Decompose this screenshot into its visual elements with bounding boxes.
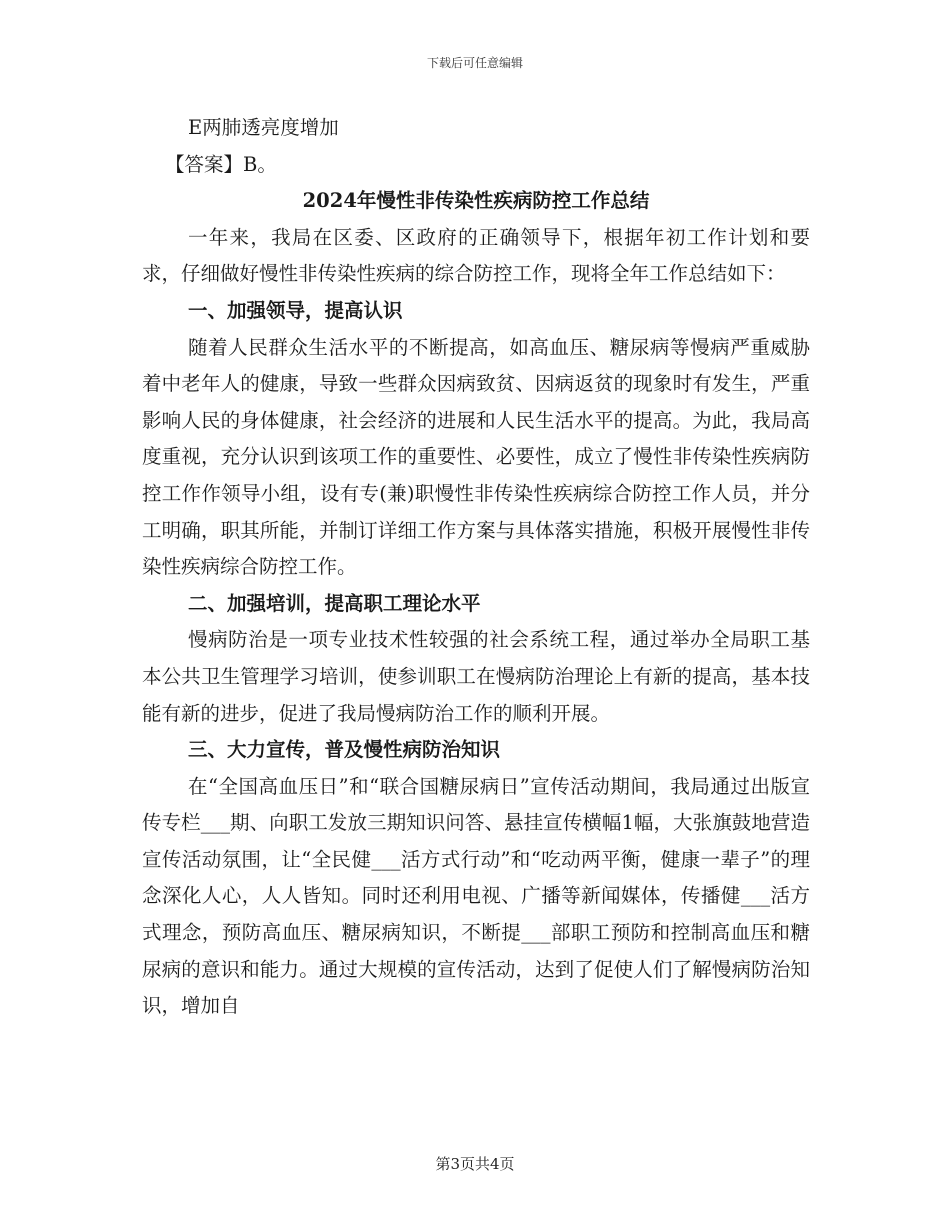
section-3-paragraph: 在“全国高血压日”和“联合国糖尿病日”宣传活动期间，我局通过出版宣传专栏___期、向职工发放三期知识问答、悬挂宣传横幅1幅，大张旗鼓地营造宣传活动氛围，让“全民健___活方式行动”和“吃动两平衡，健康一辈子”的理念深化人心，人人皆知。同时还利用电视、广播等新闻媒体，传播健___活方式理念，预防高血压、糖尿病知识，不断提___部职工预防和控制高血压和糖尿病的意识和能力。通过大规模的宣传活动，达到了促使人们了解慢病防治知识，增加自 — [142, 774, 810, 1018]
answer-line: 【答案】B。 — [165, 152, 277, 176]
document-body — [142, 110, 810, 1025]
section-1-paragraph: 随着人民群众生活水平的不断提高，如高血压、糖尿病等慢病严重威胁着中老年人的健康，导致一些群众因病致贫、因病返贫的现象时有发生，严重影响人民的身体健康，社会经济的进展和人民生活水平的提高。为此，我局高度重视，充分认识到该项工作的重要性、必要性，成立了慢性非传染性疾病防控工作作领导小组，设有专(兼)职慢性非传染性疾病综合防控工作人员，并分工明确，职其所能，并制订详细工作方案与具体落实措施，积极开展慢性非传染性疾病综合防控工作。 — [142, 335, 810, 579]
page-footer: 第3页共4页 — [435, 1155, 515, 1173]
section-2-heading: 二、加强培训，提高职工理论水平 — [188, 591, 481, 615]
section-2-paragraph: 慢病防治是一项专业技术性较强的社会系统工程，通过举办全局职工基本公共卫生管理学习培训，使参训职工在慢病防治理论上有新的提高，基本技能有新的进步，促进了我局慢病防治工作的顺利开展。 — [142, 628, 810, 725]
option-e: E两肺透亮度增加 — [188, 116, 339, 139]
intro-paragraph: 一年来，我局在区委、区政府的正确领导下，根据年初工作计划和要求，仔细做好慢性非传染性疾病的综合防控工作，现将全年工作总结如下： — [142, 225, 810, 286]
document-title: 2024年慢性非传染性疾病防控工作总结 — [302, 189, 650, 213]
section-1-heading: 一、加强领导，提高认识 — [188, 298, 403, 322]
page-header: 下载后可任意编辑 — [426, 56, 523, 70]
section-3-heading: 三、大力宣传，普及慢性病防治知识 — [188, 738, 501, 762]
